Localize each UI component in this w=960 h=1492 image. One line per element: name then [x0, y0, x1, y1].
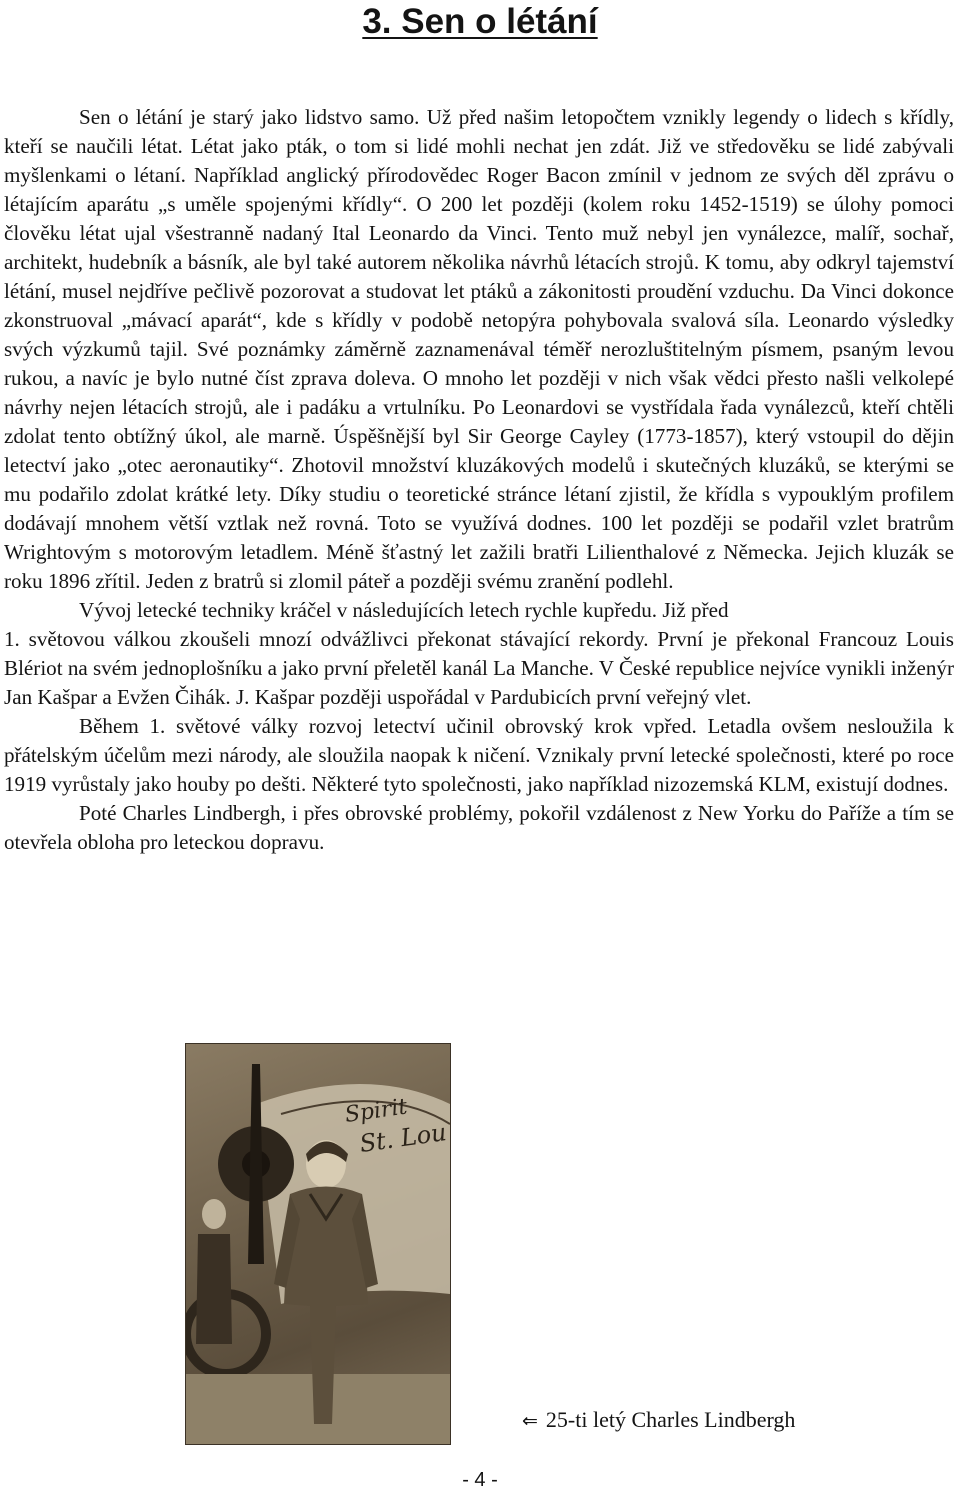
article-body	[4, 103, 954, 857]
caption-text: 25-ti letý Charles Lindbergh	[545, 1407, 796, 1432]
page-number: - 4 -	[462, 1469, 498, 1491]
page-title: 3. Sen o létání	[362, 2, 598, 41]
paragraph-development-line: Vývoj letecké techniky kráčel v následujících letech rychle kupředu. Již před	[79, 598, 729, 622]
arrow-left-icon: ⇐	[522, 1410, 538, 1432]
paragraph-lindbergh: Poté Charles Lindbergh, i přes obrovské problémy, pokořil vzdálenost z New Yorku do Paříže a tím se otevřela obloha pro leteckou dopravu.	[4, 801, 954, 854]
paragraph-prewar: 1. světovou válkou zkoušeli mnozí odvážlivci překonat stávající rekordy. První je překonal Francouz Louis Blériot na svém jednoplošníku a jako první přeletěl kanál La Manche. V České republice nejvíce vynikli inženýr Jan Kašpar a Evžen Čihák. J. Kašpar později uspořádal v Pardubicích první veřejný vlet.	[4, 627, 954, 709]
paragraph-ww1: Během 1. světové války rozvoj letectví učinil obrovský krok vpřed. Letadla ovšem nesloužila k přátelským účelům mezi národy, ale sloužila naopak k ničení. Vznikaly první letecké společnosti, které po roce 1919 vyrůstaly jako houby po dešti. Některé tyto společnosti, jako například nizozemská KLM, existují dodnes.	[4, 714, 954, 796]
paragraph-intro: Sen o létání je starý jako lidstvo samo. Už před našim letopočtem vznikly legendy o lidech s křídly, kteří se naučili létat. Létat jako pták, o tom si lidé mohli nechat jen zdát. Již ve středověku se lidé zabývali myšlenkami o létaní. Například anglický přírodovědec Roger Bacon zmínil v jednom ze svých děl zprávu o létajícím aparátu „s uměle spojenými křídly“. O 200 let později (kolem roku 1452-1519) se úlohy pomoci člověku létat ujal všestranně nadaný Ital Leonardo da Vinci. Tento muž nebyl jen vynálezce, malíř, sochař, architekt, hudebník a básník, ale byl také autorem několika návrhů létacích strojů. K tomu, aby odkryl tajemství létání, musel nejdříve pečlivě pozorovat a studovat let ptáků a zákonitosti proudění vzduchu. Da Vinci dokonce zkonstruoval „mávací aparát“, kde s křídly v podobě netopýra pohybovala svalová síla. Leonardo výsledky svých výzkumů tajil. Své poznámky záměrně zaznamenával téměř nerozluštitelným písmem, psaným levou rukou, a navíc je bylo nutné číst zprava doleva. O mnoho let později v nich však vědci přesto našli velkolepé návrhy nejen létacích strojů, ale i padáku a vrtulníku. Po Leonardovi se vystřídala řada vynálezců, kteří chtěli zdolat tento obtížný úkol, ale marně. Úspěšnější byl Sir George Cayley (1773-1857), který vstoupil do dějin letectví jako „otec aeronautiky“. Zhotovil množství kluzákových modelů i skutečných kluzáků, se kterými se mu podařilo zdolat krátké lety. Díky studiu o teoretické stránce létaní zjistil, že křídla s vypouklým profilem dodávají mnohem větší vztlak než rovná. Toto se využívá dodnes. 100 let později se podařil vzlet bratrům Wrightovým s motorovým letadlem. Méně šťastný let zažili bratři Lilienthalové z Německa. Jejich kluzák se roku 1896 zřítil. Jeden z bratrů si zlomil páteř a později svému zranění podlehl.	[4, 105, 954, 593]
photo-caption	[522, 1405, 795, 1436]
svg-text:Spirit: Spirit	[343, 1094, 409, 1128]
svg-text:St. Lou: St. Lou	[357, 1118, 449, 1158]
lindbergh-photo	[185, 1043, 451, 1445]
paragraph-development	[4, 596, 954, 625]
